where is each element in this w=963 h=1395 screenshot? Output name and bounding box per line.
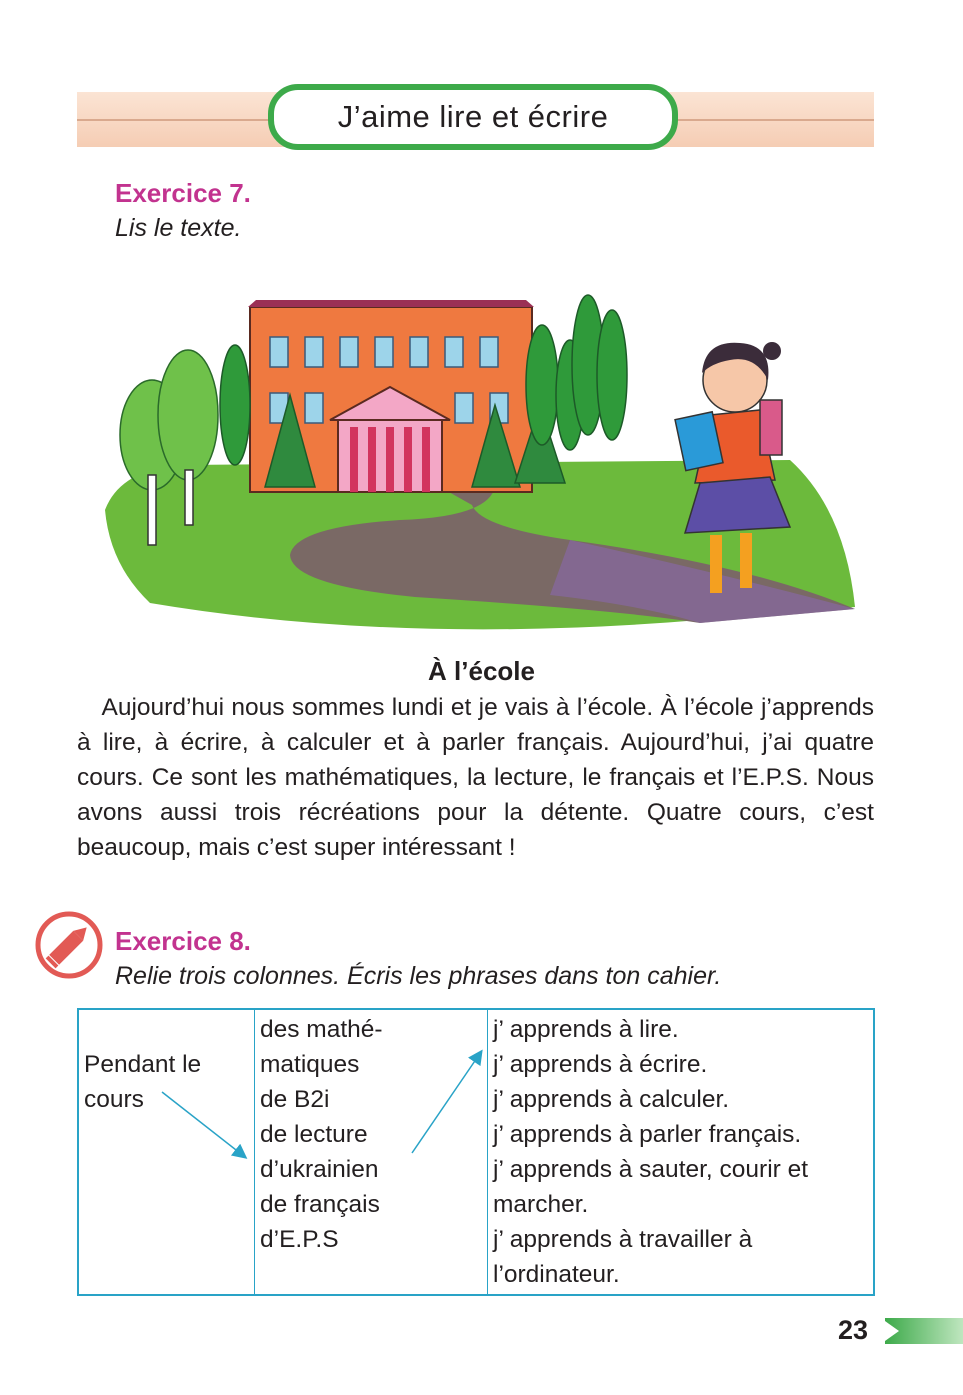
col3-line: j’ apprends à écrire. (493, 1051, 708, 1078)
col2-line: de français (260, 1191, 380, 1218)
col3-line: j’ apprends à travailler à (493, 1226, 753, 1253)
banner-line-left (77, 119, 269, 121)
col3-line: marcher. (493, 1191, 589, 1218)
column-lesson (255, 1009, 488, 1295)
col2-line: de B2i (260, 1086, 330, 1113)
page-arrow-icon (885, 1318, 963, 1344)
story-title: À l’école (428, 656, 535, 686)
story-paragraph (77, 690, 874, 865)
page-number: 23 (838, 1315, 869, 1345)
col1-line: cours (84, 1086, 144, 1113)
col2-line: d’E.P.S (260, 1226, 339, 1253)
col2-line: matiques (260, 1051, 360, 1078)
column-subject (78, 1009, 255, 1295)
page-title-text: J’aime lire et écrire (337, 99, 609, 134)
matching-table (77, 1008, 875, 1296)
school-illustration (100, 255, 860, 645)
col3-line: j’ apprends à sauter, courir et (493, 1156, 809, 1183)
col3-line: j’ apprends à lire. (493, 1016, 679, 1043)
col2-line: des mathé- (260, 1016, 383, 1043)
exercise-7-instruction: Lis le texte. (115, 214, 242, 242)
col1-line: Pendant le (84, 1051, 202, 1078)
column-activity (488, 1009, 875, 1295)
story-text: Aujourd’hui nous sommes lundi et je vais à l’école. À l’école j’apprends à lire, à écrire, à calculer et à parler français. Aujourd’hui, j’ai quatre cours. Ce sont les mathématiques, la lecture, le français et l’E.P.S. Nous avons aussi trois récréations pour la détente. Quatre cours, c’est beaucoup, mais c’est super intéressant ! (77, 694, 874, 861)
pencil-icon (34, 910, 104, 980)
banner-line-right (678, 119, 874, 121)
page-title (268, 84, 678, 150)
col3-line: j’ apprends à calculer. (493, 1086, 730, 1113)
col2-line: d’ukrainien (260, 1156, 379, 1183)
exercise-8-title: Exercice 8. (115, 926, 251, 956)
exercise-7-title: Exercice 7. (115, 178, 251, 208)
col2-line: de lecture (260, 1121, 368, 1148)
exercise-8-instruction: Relie trois colonnes. Écris les phrases dans ton cahier. (115, 962, 722, 990)
col3-line: l’ordinateur. (493, 1261, 620, 1288)
col3-line: j’ apprends à parler français. (493, 1121, 802, 1148)
